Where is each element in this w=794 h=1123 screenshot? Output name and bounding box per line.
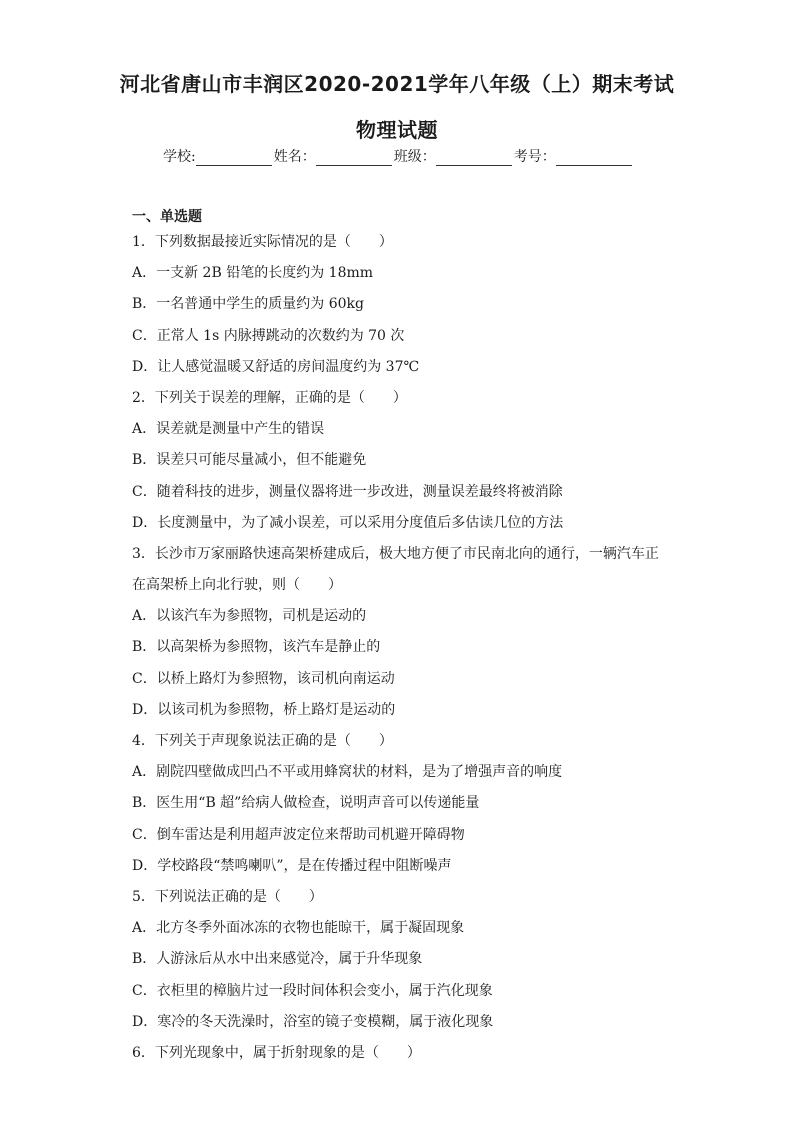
- option-line: B．以高架桥为参照物，该汽车是静止的: [132, 639, 381, 656]
- name-label: 姓名：: [273, 149, 316, 165]
- option-line: A．剧院四壁做成凹凸不平或用蜂窝状的材料，是为了增强声音的响度: [132, 764, 563, 781]
- question-line-continued: 在高架桥上向北行驶，则（ ）: [132, 577, 342, 594]
- name-blank[interactable]: [316, 151, 392, 166]
- question-line: 3．长沙市万家丽路快速高架桥建成后，极大地方便了市民南北向的通行，一辆汽车正: [132, 545, 659, 562]
- option-line: D．让人感觉温暖又舒适的房间温度约为 37℃: [132, 358, 420, 375]
- exam-title: 河北省唐山市丰润区2020-2021学年八年级（上）期末考试: [119, 72, 675, 96]
- option-line: C．正常人 1s 内脉搏跳动的次数约为 70 次: [132, 327, 405, 344]
- exam-subject-title: 物理试题: [356, 118, 438, 142]
- option-line: D．以该司机为参照物，桥上路灯是运动的: [132, 701, 396, 718]
- option-line: B．人游泳后从水中出来感觉冷，属于升华现象: [132, 951, 423, 968]
- school-blank[interactable]: [196, 151, 272, 166]
- option-line: C．倒车雷达是利用超声波定位来帮助司机避开障碍物: [132, 826, 465, 843]
- option-line: A．以该汽车为参照物，司机是运动的: [132, 608, 367, 625]
- option-line: A．误差就是测量中产生的错误: [132, 421, 325, 438]
- option-line: A．北方冬季外面冰冻的衣物也能晾干，属于凝固现象: [132, 920, 465, 937]
- question-line: 6．下列光现象中，属于折射现象的是（ ）: [132, 1044, 421, 1061]
- option-line: C．以桥上路灯为参照物，该司机向南运动: [132, 670, 395, 687]
- class-label: 班级：: [393, 149, 436, 165]
- question-line: 4．下列关于声现象说法正确的是（ ）: [132, 733, 393, 749]
- question-list: [132, 230, 672, 1072]
- option-line: B．医生用“B 超”给病人做检查，说明声音可以传递能量: [132, 795, 480, 812]
- option-line: A．一支新 2B 铅笔的长度约为 18mm: [132, 265, 374, 282]
- school-label: 学校:: [163, 149, 196, 165]
- section-title: 一、单选题: [132, 209, 202, 225]
- student-info-row: [163, 146, 634, 166]
- option-line: C．随着科技的进步，测量仪器将进一步改进，测量误差最终将被消除: [132, 483, 563, 500]
- option-line: D．长度测量中，为了减小误差，可以采用分度值后多估读几位的方法: [132, 514, 564, 531]
- option-line: C．衣柜里的樟脑片过一段时间体积会变小，属于汽化现象: [132, 982, 493, 999]
- number-label: 考号：: [513, 149, 556, 165]
- option-line: D．学校路段“禁鸣喇叭”，是在传播过程中阻断噪声: [132, 857, 452, 874]
- question-line: 2．下列关于误差的理解，正确的是（ ）: [132, 389, 407, 406]
- option-line: B．误差只可能尽量减小，但不能避免: [132, 452, 367, 469]
- class-blank[interactable]: [436, 151, 512, 166]
- question-line: 1．下列数据最接近实际情况的是（ ）: [132, 234, 393, 250]
- option-line: B．一名普通中学生的质量约为 60kg: [132, 296, 364, 313]
- question-line: 5．下列说法正确的是（ ）: [132, 888, 323, 905]
- option-line: D．寒冷的冬天洗澡时，浴室的镜子变模糊，属于液化现象: [132, 1013, 494, 1030]
- number-blank[interactable]: [556, 151, 632, 166]
